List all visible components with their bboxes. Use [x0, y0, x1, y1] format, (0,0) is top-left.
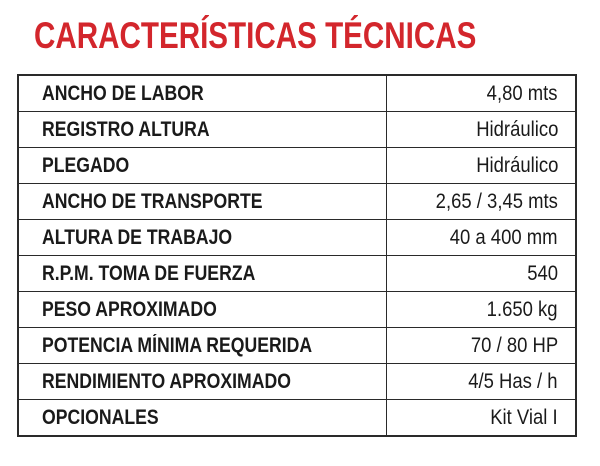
spec-label: PESO APROXIMADO — [42, 297, 217, 321]
spec-value-cell — [386, 148, 576, 184]
spec-label-cell — [18, 112, 386, 148]
table-row — [18, 148, 576, 184]
spec-value: 540 — [527, 261, 558, 285]
spec-label-cell — [18, 148, 386, 184]
spec-label: OPCIONALES — [42, 405, 159, 429]
spec-label: POTENCIA MÍNIMA REQUERIDA — [42, 333, 313, 357]
spec-label-cell — [18, 256, 386, 292]
spec-value: 2,65 / 3,45 mts — [435, 189, 558, 213]
spec-value: 4/5 Has / h — [468, 369, 558, 393]
spec-label: REGISTRO ALTURA — [42, 117, 210, 141]
spec-value-cell — [386, 292, 576, 328]
spec-label: ANCHO DE TRANSPORTE — [42, 189, 263, 213]
spec-value-cell — [386, 112, 576, 148]
spec-label-cell — [18, 184, 386, 220]
table-row — [18, 292, 576, 328]
table-row — [18, 220, 576, 256]
specs-table-body — [18, 75, 576, 436]
table-row — [18, 112, 576, 148]
spec-label: ANCHO DE LABOR — [42, 81, 204, 105]
table-row — [18, 328, 576, 364]
spec-label-cell — [18, 328, 386, 364]
spec-label-cell — [18, 400, 386, 437]
table-row — [18, 75, 576, 112]
spec-value-cell — [386, 220, 576, 256]
page-title: CARACTERÍSTICAS TÉCNICAS — [34, 15, 477, 56]
spec-value: Kit Vial I — [490, 405, 558, 429]
spec-label: PLEGADO — [42, 153, 130, 177]
spec-value: Hidráulico — [475, 153, 558, 177]
spec-label-cell — [18, 75, 386, 112]
spec-value: 4,80 mts — [487, 81, 558, 105]
specs-table — [17, 74, 577, 437]
spec-value-cell — [386, 400, 576, 437]
table-row — [18, 400, 576, 437]
spec-label: ALTURA DE TRABAJO — [42, 225, 233, 249]
spec-value: Hidráulico — [475, 117, 558, 141]
spec-value-cell — [386, 184, 576, 220]
spec-label-cell — [18, 292, 386, 328]
spec-label-cell — [18, 220, 386, 256]
spec-value-cell — [386, 364, 576, 400]
spec-value: 40 a 400 mm — [450, 225, 558, 249]
table-row — [18, 184, 576, 220]
spec-value-cell — [386, 75, 576, 112]
spec-label: RENDIMIENTO APROXIMADO — [42, 369, 291, 393]
spec-value-cell — [386, 328, 576, 364]
spec-value-cell — [386, 256, 576, 292]
table-row — [18, 256, 576, 292]
table-row — [18, 364, 576, 400]
spec-label-cell — [18, 364, 386, 400]
spec-value: 1.650 kg — [487, 297, 558, 321]
spec-label: R.P.M. TOMA DE FUERZA — [42, 261, 256, 285]
spec-value: 70 / 80 HP — [470, 333, 558, 357]
